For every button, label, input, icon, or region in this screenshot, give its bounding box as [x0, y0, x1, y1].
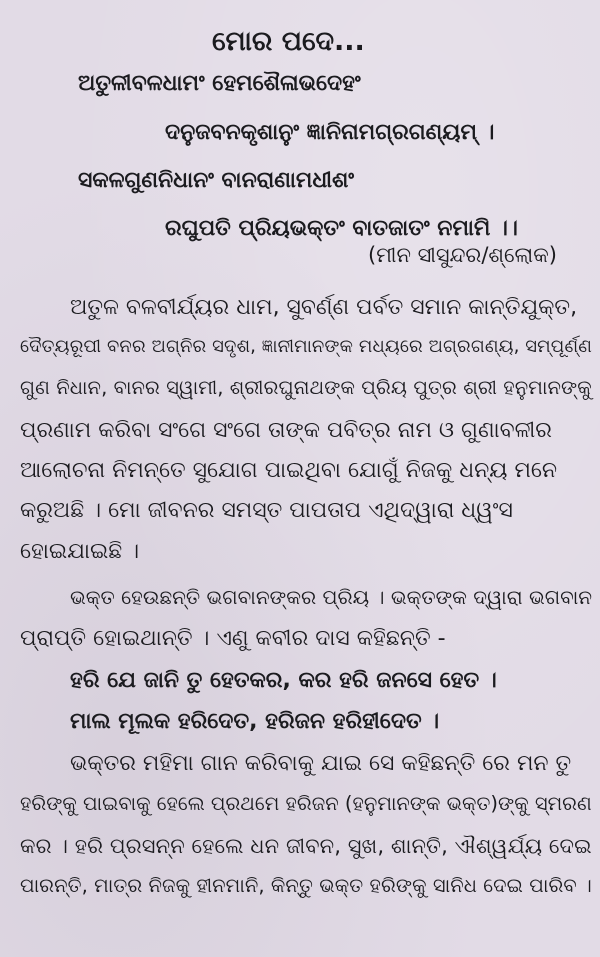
- paragraph-1-line-4: ପ୍ରଣାମ କରିବା ସଂଗେ ସଂଗେ ତାଙ୍କ ପବିତ୍ର ନାମ ଓ ଗୁଣାବଳୀର: [20, 418, 552, 443]
- doha-line-1: ହରି ଯେ ଜାନି ତୁ ହେତକର, କର ହରି ଜନସେ ହେତ ।: [70, 668, 497, 693]
- paragraph-1-line-1: ଅତୁଳ ବଳବୀର୍ଯ୍ୟର ଧାମ, ସୁବର୍ଣ୍ଣ ପର୍ବତ ସମାନ କାନ୍ତିଯୁକ୍ତ,: [70, 295, 578, 320]
- paragraph-1-line-3: ଗୁଣ ନିଧାନ, ବାନର ସ୍ୱାମୀ, ଶ୍ରୀରଘୁନାଥଙ୍କ ପ୍ରିୟ ପୁତ୍ର ଶ୍ରୀ ହନୁମାନଙ୍କୁ: [20, 376, 592, 399]
- paragraph-2-line-1: ଭକ୍ତ ହେଉଛନ୍ତି ଭଗବାନଙ୍କର ପ୍ରିୟ । ଭକ୍ତଙ୍କ ଦ୍ୱାରା ଭଗବାନ: [70, 585, 593, 609]
- verse-line-4: ରଘୁପତି ପ୍ରିୟଭକ୍ତଂ ବାତଜାତଂ ନମାମି ।।: [165, 216, 518, 241]
- paragraph-1-line-7: ହୋଇଯାଇଛି ।: [20, 539, 140, 564]
- paragraph-3-line-1: ଭକ୍ତର ମହିମା ଗାନ କରିବାକୁ ଯାଇ ସେ କହିଛନ୍ତି ରେ ମନ ତୁ: [70, 751, 572, 776]
- paragraph-3-line-3: କର । ହରି ପ୍ରସନ୍ନ ହେଲେ ଧନ ଜୀବନ, ସୁଖ, ଶାନ୍ତି, ଐଶ୍ୱର୍ଯ୍ୟ ଦେଇ: [20, 833, 592, 858]
- paragraph-1-line-5: ଆଲୋଚନା ନିମନ୍ତେ ସୁଯୋଗ ପାଇଥିବା ଯୋଗୁଁ ନିଜକୁ ଧନ୍ୟ ମନେ: [20, 458, 558, 483]
- paragraph-1-line-6: କରୁଅଛି । ମୋ ଜୀବନର ସମସ୍ତ ପାପତାପ ଏଥିଦ୍ୱାରା ଧ୍ୱଂସ: [20, 498, 513, 523]
- doha-line-2: ମାଲ ମୂଲକ ହରିଦେତ, ହରିଜନ ହରିହୀଦେତ ।: [70, 709, 440, 734]
- paragraph-3-line-2: ହରିଙ୍କୁ ପାଇବାକୁ ହେଲେ ପ୍ରଥମେ ହରିଜନ (ହନୁମାନଙ୍କ ଭକ୍ତ)ଙ୍କୁ ସ୍ମରଣ: [20, 792, 592, 815]
- paragraph-3-line-4: ପାରନ୍ତି, ମାତ୍ର ନିଜକୁ ହୀନମାନି, କିନ୍ତୁ ଭକ୍ତ ହରିଙ୍କୁ ସାନିଧ ଦେଇ ପାରିବ ।: [20, 874, 592, 897]
- verse-line-2: ଦନୁଜବନକୃଶାନୁଂ ଜ୍ଞାନିନାମଗ୍ରଗଣ୍ୟମ୍ ।: [165, 120, 495, 145]
- paragraph-2-line-2: ପ୍ରାପ୍ତି ହୋଇଥାନ୍ତି । ଏଣୁ କବୀର ଦାସ କହିଛନ୍ତି -: [20, 626, 446, 651]
- paragraph-1-line-2: ଦୈତ୍ୟରୂପୀ ବନର ଅଗ୍ନିର ସଦୃଶ, ଜ୍ଞାନୀମାନଙ୍କ ମଧ୍ୟରେ ଅଗ୍ରଗଣ୍ୟ, ସମ୍ପୂର୍ଣ୍ଣ: [20, 336, 593, 357]
- verse-line-3: ସକଳଗୁଣନିଧାନଂ ବାନରାଣାମଧୀଶଂ: [78, 168, 355, 193]
- verse-citation: (ମୀନ ସୀସୁନ୍ଦର/ଶ୍ଲୋକ): [368, 243, 557, 267]
- verse-line-1: ଅତୁଳୀବଳଧାମଂ ହେମଶୈଳାଭଦେହଂ: [78, 71, 361, 96]
- page-title: ମୋର ପଦେ...: [212, 26, 365, 57]
